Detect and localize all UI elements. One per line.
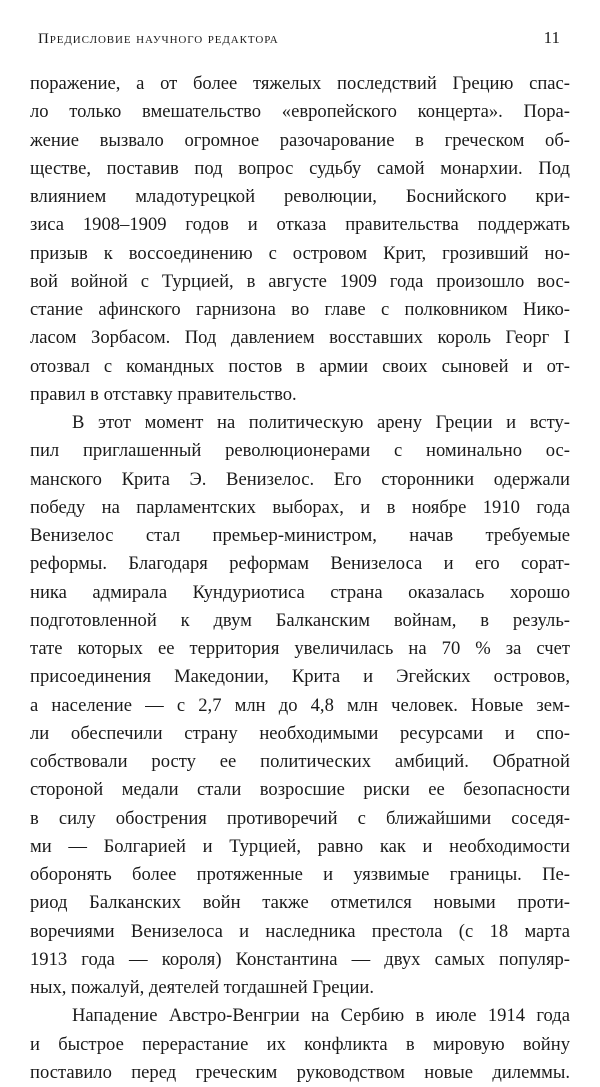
text-line: призыв к воссоединению с островом Крит, грозивший но- xyxy=(30,242,570,264)
body-text xyxy=(30,70,570,1087)
text-line: ласом Зорбасом. Под давлением восставших король Георг I xyxy=(30,327,570,349)
running-head xyxy=(38,28,560,52)
text-line: ных, пожалуй, деятелей тогдашней Греции. xyxy=(30,977,375,998)
text-line: правил в отставку правительство. xyxy=(30,383,297,405)
text-line: ника адмирала Кундуриотиса страна оказалась хорошо xyxy=(30,581,570,603)
text-line: пил приглашенный революционерами с номинально ос- xyxy=(30,440,570,462)
text-line: присоединения Македонии, Крита и Эгейских островов, xyxy=(30,666,570,688)
text-line: ми — Болгарией и Турцией, равно как и необходимости xyxy=(30,835,570,857)
text-line: поражение, а от более тяжелых последствий Грецию спас- xyxy=(30,73,570,94)
running-title: Предисловие научного редактора xyxy=(38,31,279,47)
text-line: Венизелос стал премьер-министром, начав требуемые xyxy=(30,525,570,546)
text-line: зиса 1908–1909 годов и отказа правительства поддержать xyxy=(30,214,570,236)
text-line: ли обеспечили страну необходимыми ресурсами и спо- xyxy=(30,722,570,744)
text-line: в силу обострения противоречий с ближайшими соседя- xyxy=(30,807,570,829)
text-line: Нападение Австро-Венгрии на Сербию в июле 1914 года xyxy=(72,1005,570,1027)
paragraph-2 xyxy=(30,409,570,1002)
paragraph-3 xyxy=(30,1002,570,1087)
text-line: ло только вмешательство «европейского концерта». Пора- xyxy=(30,101,570,123)
text-line: тате которых ее территория увеличилась на 70 % за счет xyxy=(30,638,570,659)
text-line: В этот момент на политическую арену Греции и всту- xyxy=(72,412,570,433)
text-line: воречиями Венизелоса и наследника престола (с 18 марта xyxy=(30,920,570,942)
text-line: собствовали росту ее политических амбиций. Обратной xyxy=(30,751,570,772)
text-line: и быстрое перерастание их конфликта в мировую войну xyxy=(30,1033,570,1055)
text-line: отозвал с командных постов в армии своих сыновей и от- xyxy=(30,355,570,377)
text-line: реформы. Благодаря реформам Венизелоса и его сорат- xyxy=(30,553,570,575)
text-line: жение вызвало огромное разочарование в греческом об- xyxy=(30,129,570,151)
text-line: подготовленной к двум Балканским войнам, в резуль- xyxy=(30,609,570,631)
text-line: манского Крита Э. Венизелос. Его сторонники одержали xyxy=(30,468,570,490)
text-line: стороной медали стали возросшие риски ее безопасности xyxy=(30,779,570,801)
text-line: поставило перед греческим руководством новые дилеммы. xyxy=(30,1061,570,1083)
text-line: вой войной с Турцией, в августе 1909 года произошло вос- xyxy=(30,270,570,292)
text-line: 1913 года — короля) Константина — двух самых популяр- xyxy=(30,948,570,970)
text-line: риод Балканских войн также отметился новыми проти- xyxy=(30,892,570,914)
text-line: победу на парламентских выборах, и в ноябре 1910 года xyxy=(30,496,570,518)
text-line: ществе, поставив под вопрос судьбу самой монархии. Под xyxy=(30,157,570,179)
text-line: оборонять более протяженные и уязвимые границы. Пе- xyxy=(30,864,570,885)
text-line: стание афинского гарнизона во главе с полковником Нико- xyxy=(30,299,570,320)
page-number: 11 xyxy=(543,28,560,47)
text-line: влиянием младотурецкой революции, Боснийского кри- xyxy=(30,186,570,207)
text-line: а население — с 2,7 млн до 4,8 млн человек. Новые зем- xyxy=(30,694,570,716)
paragraph-1 xyxy=(30,70,570,409)
